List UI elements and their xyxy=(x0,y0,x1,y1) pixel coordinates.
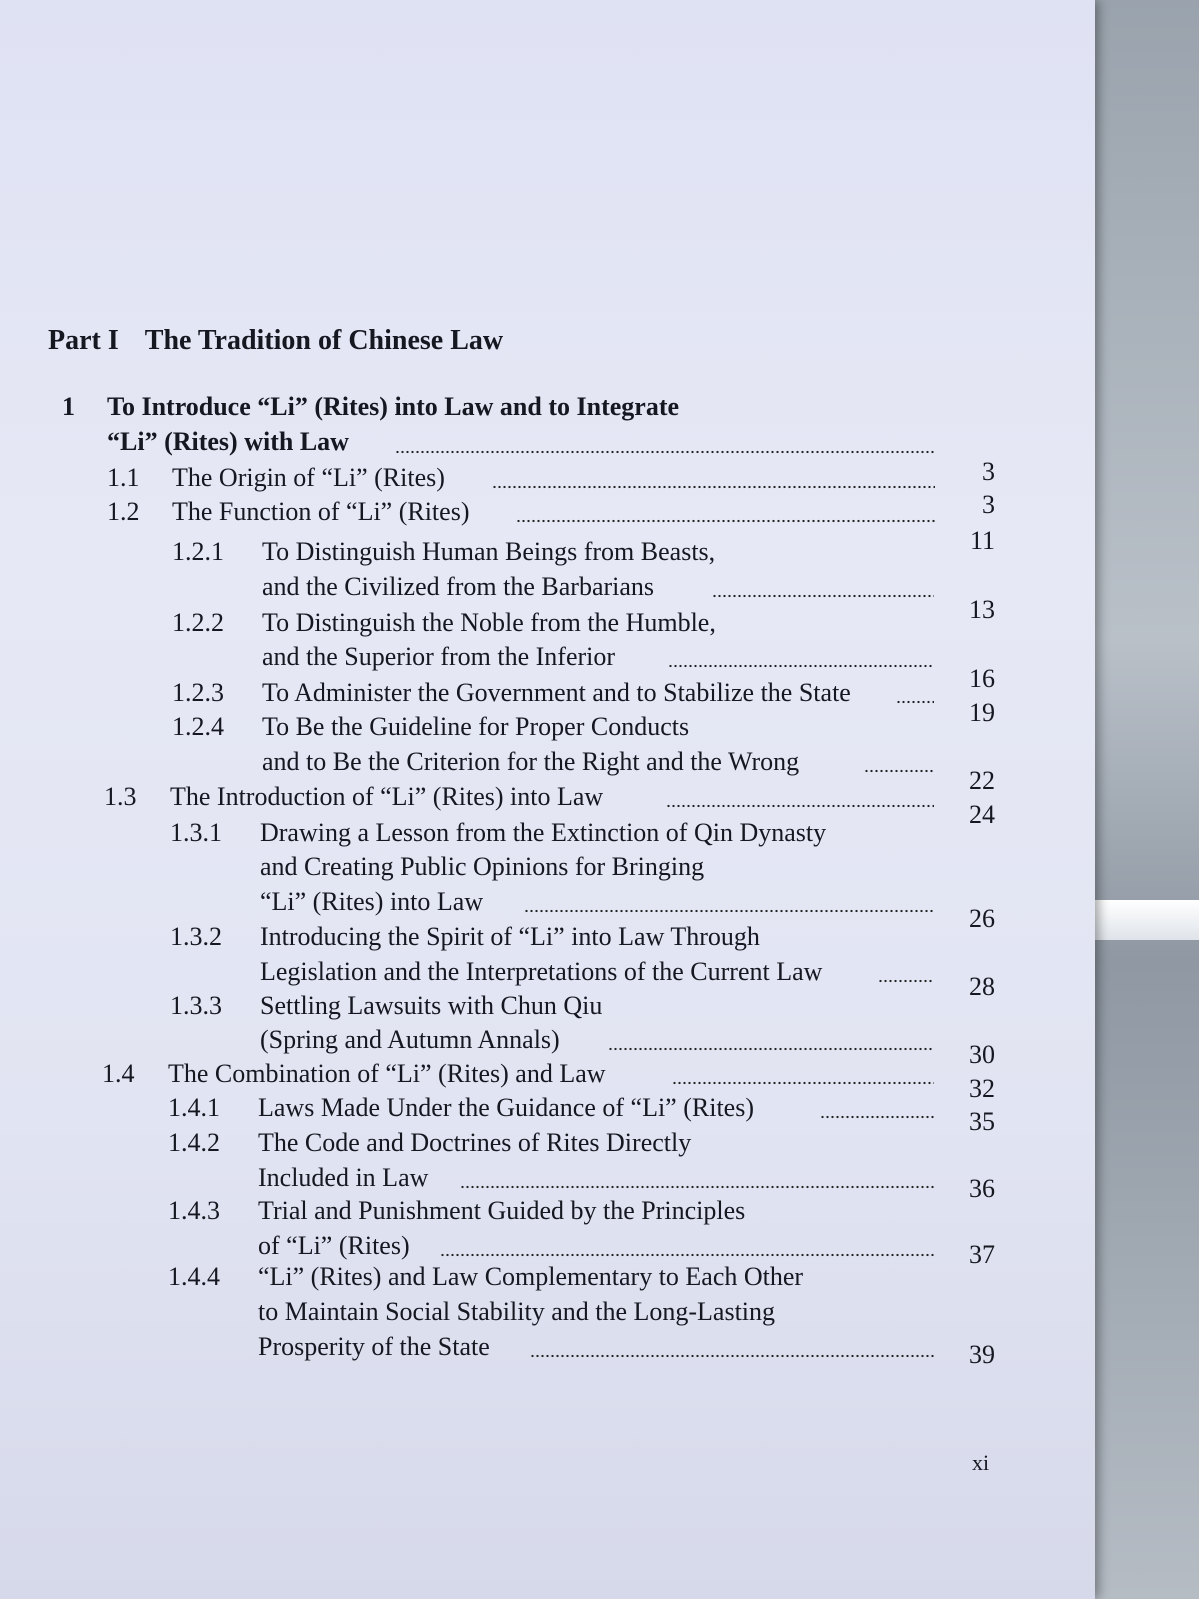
toc-leader-dots xyxy=(896,700,934,704)
toc-leader-dots xyxy=(440,1253,934,1257)
toc-leader-dots xyxy=(666,804,934,808)
toc-entry-title-cont: to Maintain Social Stability and the Long-Lasting xyxy=(258,1297,776,1326)
toc-entry-number: 1.1 xyxy=(107,463,140,492)
toc-page-number: 32 xyxy=(969,1074,995,1103)
toc-leader-dots xyxy=(460,1185,934,1189)
toc-entry-number: 1.3.3 xyxy=(170,991,222,1020)
toc-entry-title: To Distinguish the Noble from the Humble, xyxy=(262,608,716,637)
chapter-title-line-2: “Li” (Rites) with Law xyxy=(107,427,349,456)
toc-entry-title-cont: Included in Law xyxy=(258,1163,429,1192)
toc-entry-title-cont: of “Li” (Rites) xyxy=(258,1231,410,1260)
toc-entry-title: “Li” (Rites) and Law Complementary to Each Other xyxy=(258,1262,804,1291)
toc-leader-dots xyxy=(878,979,934,983)
toc-entry-number: 1.2.2 xyxy=(172,608,224,637)
toc-page-number: 28 xyxy=(969,972,995,1001)
toc-entry-title-cont: “Li” (Rites) into Law xyxy=(260,887,484,916)
part-label: Part I xyxy=(48,325,119,356)
toc-entry-title: Introducing the Spirit of “Li” into Law Through xyxy=(260,922,760,951)
toc-entry-title: To Distinguish Human Beings from Beasts, xyxy=(262,537,716,566)
background-highlight xyxy=(1085,900,1199,940)
toc-leader-dots xyxy=(668,664,934,668)
chapter-number: 1 xyxy=(62,392,75,421)
toc-entry-number: 1.4 xyxy=(102,1059,135,1088)
toc-page-number: 24 xyxy=(969,800,995,829)
toc-page-number: 13 xyxy=(969,595,995,624)
toc-entry-title: To Administer the Government and to Stabilize the State xyxy=(262,678,851,707)
toc-entry-title-cont: and the Superior from the Inferior xyxy=(262,642,616,671)
toc-entry-title-cont: and the Civilized from the Barbarians xyxy=(262,572,655,601)
toc-entry-title-cont: (Spring and Autumn Annals) xyxy=(260,1025,560,1054)
part-title: The Tradition of Chinese Law xyxy=(144,325,504,356)
toc-leader-dots xyxy=(516,519,935,523)
toc-entry-number: 1.2 xyxy=(107,497,140,526)
toc-page-number: 3 xyxy=(982,490,995,519)
toc-page-number: 30 xyxy=(969,1040,995,1069)
toc-entry-title-cont: and Creating Public Opinions for Bringing xyxy=(260,852,705,881)
toc-leader-dots xyxy=(530,1354,934,1358)
toc-leader-dots xyxy=(608,1047,934,1051)
toc-page-number: 35 xyxy=(969,1107,995,1136)
toc-leader-dots xyxy=(712,594,934,598)
toc-entry-number: 1.4.2 xyxy=(168,1128,220,1157)
toc-entry-number: 1.3 xyxy=(104,782,137,811)
toc-page-number: 26 xyxy=(969,904,995,933)
toc-entry-title: The Combination of “Li” (Rites) and Law xyxy=(168,1059,606,1088)
chapter-page-number: 3 xyxy=(982,457,995,486)
toc-entry-number: 1.4.3 xyxy=(168,1196,220,1225)
toc-entry-title: Drawing a Lesson from the Extinction of Qin Dynasty xyxy=(260,818,827,847)
toc-leader-dots xyxy=(864,769,934,773)
toc-entry-title: Trial and Punishment Guided by the Principles xyxy=(258,1196,746,1225)
toc-page-number: 22 xyxy=(969,766,995,795)
toc-entry-number: 1.4.4 xyxy=(168,1262,220,1291)
toc-page-number: 37 xyxy=(969,1240,995,1269)
toc-entry-title: The Code and Doctrines of Rites Directly xyxy=(258,1128,692,1157)
part-heading xyxy=(48,325,503,357)
toc-entry-title-cont: Prosperity of the State xyxy=(258,1332,490,1361)
toc-page-number: 19 xyxy=(969,698,995,727)
toc-leader-dots xyxy=(492,485,935,489)
toc-entry-number: 1.2.3 xyxy=(172,678,224,707)
toc-entry-title: The Introduction of “Li” (Rites) into Law xyxy=(170,782,604,811)
toc-entry-title: To Be the Guideline for Proper Conducts xyxy=(262,712,690,741)
toc-entry-title-cont: and to Be the Criterion for the Right and the Wrong xyxy=(262,747,800,776)
toc-page-number: 39 xyxy=(969,1340,995,1369)
toc-entry-number: 1.2.1 xyxy=(172,537,224,566)
folio-page-numeral: xi xyxy=(972,1450,990,1475)
toc-leader-dots xyxy=(672,1081,934,1085)
toc-entry-number: 1.3.1 xyxy=(170,818,222,847)
background-surface xyxy=(1085,0,1199,1599)
toc-entry-number: 1.3.2 xyxy=(170,922,222,951)
toc-entry-title: Laws Made Under the Guidance of “Li” (Rites) xyxy=(258,1093,754,1122)
toc-entry-number: 1.2.4 xyxy=(172,712,224,741)
toc-page-number: 11 xyxy=(969,526,995,555)
chapter-title-line-1: To Introduce “Li” (Rites) into Law and to Integrate xyxy=(107,392,680,421)
toc-entry-number: 1.4.1 xyxy=(168,1093,220,1122)
toc-leader-dots xyxy=(524,909,934,913)
toc-page-number: 36 xyxy=(969,1174,995,1203)
toc-leader-dots xyxy=(820,1115,934,1119)
toc-entry-title: The Origin of “Li” (Rites) xyxy=(172,463,445,492)
toc-page-number: 16 xyxy=(969,664,995,693)
toc-entry-title: The Function of “Li” (Rites) xyxy=(172,497,470,526)
toc-entry-title-cont: Legislation and the Interpretations of the Current Law xyxy=(260,957,823,986)
toc-entry-title: Settling Lawsuits with Chun Qiu xyxy=(260,991,603,1020)
chapter-leader-dots xyxy=(395,450,935,454)
